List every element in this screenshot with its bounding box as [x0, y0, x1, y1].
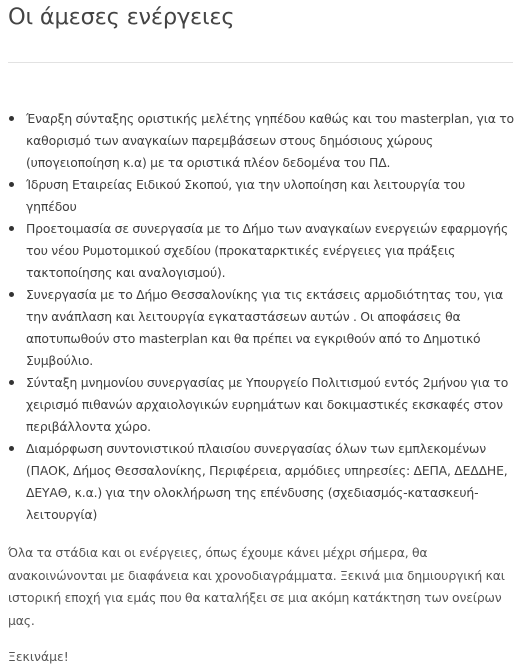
actions-list: [8, 108, 517, 526]
list-item-text: Προετοιμασία σε συνεργασία με το Δήμο των αναγκαίων ενεργειών εφαρμογής του νέου Ρυμοτομικού σχεδίου (προκαταρκτικές ενέργειες για πράξεις τακτοποίησης και αναλογισμού).: [26, 221, 509, 280]
bullet-icon: [9, 446, 14, 451]
list-item: [8, 218, 517, 284]
list-item: [8, 284, 517, 372]
list-item: [8, 108, 517, 174]
section-heading: Οι άμεσες ενέργειες: [8, 4, 235, 30]
closing-paragraph: Ξεκινάμε!: [8, 649, 69, 664]
list-item-text: Σύνταξη μνημονίου συνεργασίας με Υπουργείο Πολιτισμού εντός 2μήνου για το χειρισμό πιθανών αρχαιολογικών ευρημάτων και δοκιμαστικές εκσκαφές στον περιβάλλοντα χώρο.: [26, 375, 509, 434]
list-item: [8, 372, 517, 438]
bullet-icon: [9, 292, 14, 297]
list-item-text: Έναρξη σύνταξης οριστικής μελέτης γηπέδου καθώς και του masterplan, για το καθορισμό των αναγκαίων παρεμβάσεων στους δημόσιους χώρους (υπογειοποίηση κ.α) με τα οριστικά πλέον δεδομένα του ΠΔ.: [26, 111, 514, 170]
summary-paragraph: Όλα τα στάδια και οι ενέργειες, όπως έχουμε κάνει μέχρι σήμερα, θα ανακοινώνονται με διαφάνεια και χρονοδιαγράμματα. Ξεκινά μια δημιουργική και ιστορική εποχή για εμάς που θα καταλήξει σε μια ακόμη κατάκτηση των ονείρων μας.: [8, 545, 505, 628]
bullet-icon: [9, 380, 14, 385]
bullet-icon: [9, 116, 14, 121]
list-item: [8, 438, 517, 526]
list-item-text: Ίδρυση Εταιρείας Ειδικού Σκοπού, για την υλοποίηση και λειτουργία του γηπέδου: [26, 177, 465, 214]
list-item: [8, 174, 517, 218]
bullet-icon: [9, 226, 14, 231]
list-item-text: Συνεργασία με το Δήμο Θεσσαλονίκης για τις εκτάσεις αρμοδιότητας του, για την ανάπλαση και λειτουργία εγκαταστάσεων αυτών . Οι αποφάσεις θα αποτυπωθούν στο masterplan και θα πρέπει να εγκριθούν από το Δημοτικό Συμβούλιο.: [26, 287, 503, 368]
divider: [8, 62, 513, 63]
list-item-text: Διαμόρφωση συντονιστικού πλαισίου συνεργασίας όλων των εμπλεκομένων (ΠΑΟΚ, Δήμος Θεσσαλονίκης, Περιφέρεια, αρμόδιες υπηρεσίες: ΔΕΠΑ, ΔΕΔΔΗΕ, ΔΕΥΑΘ, κ.α.) για την ολοκλήρωση της επένδυσης (σχεδιασμός-κατασκευή- λειτουργία): [26, 441, 508, 522]
bullet-icon: [9, 182, 14, 187]
